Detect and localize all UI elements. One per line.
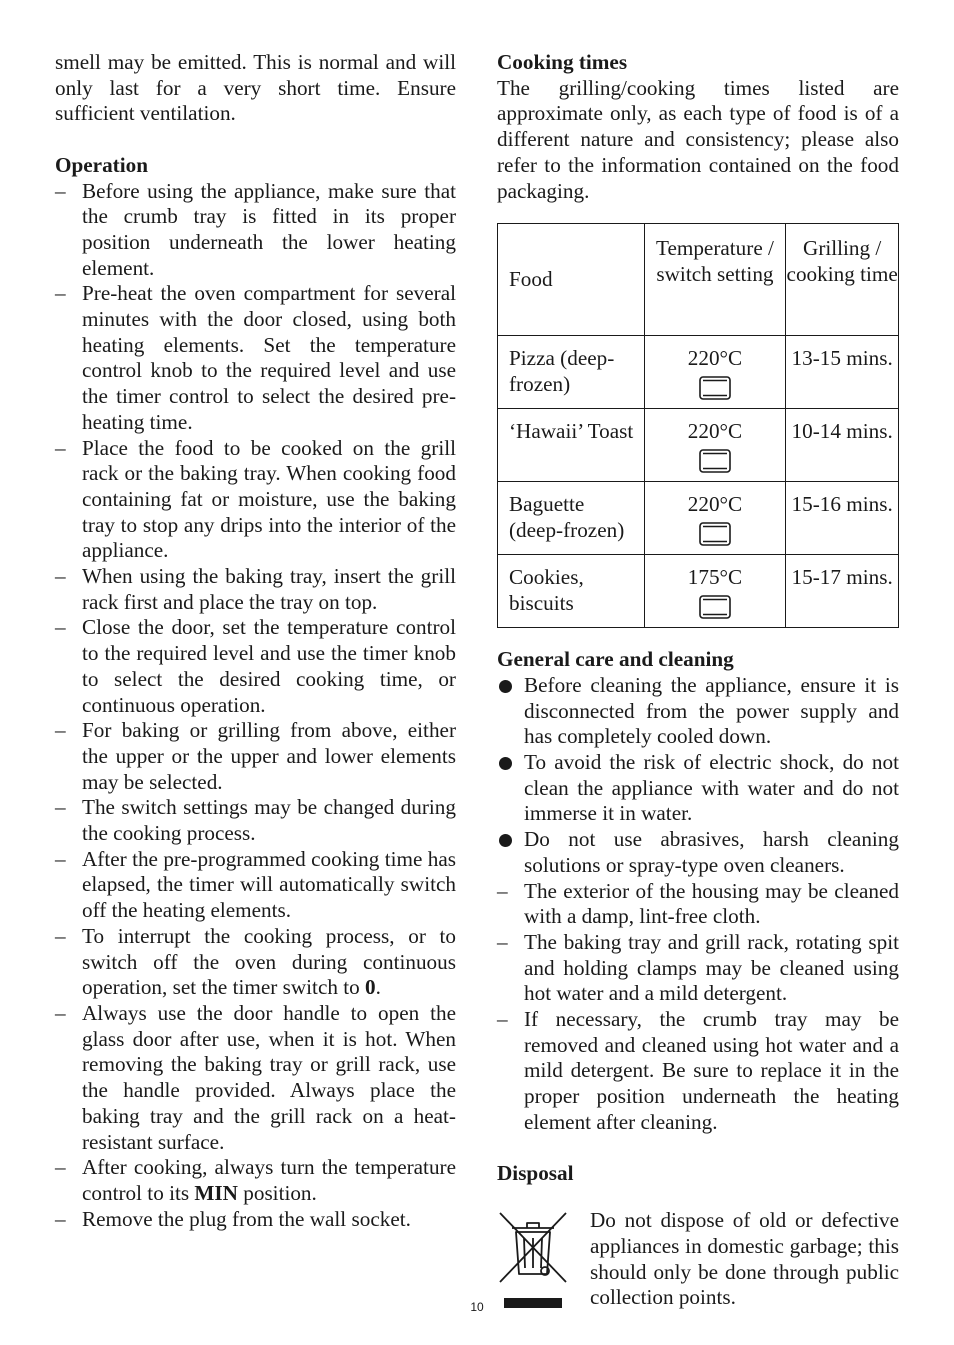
list-item: – Before using the appliance, make sure that the crumb tray is fitted in its proper position underneath the lower heating element.	[55, 179, 456, 282]
care-dash-list	[497, 879, 899, 1136]
food-cell: ‘Hawaii’ Toast	[498, 409, 645, 482]
dash-marker	[55, 1001, 66, 1027]
table-row	[498, 482, 899, 555]
list-item: To avoid the risk of electric shock, do not clean the appliance with water and do not immerse it in water.	[497, 750, 899, 827]
list-item: – Always use the door handle to open the glass door after use, when it is hot. When removing the baking tray or grill rack, use the handle provided. Always place the baking tray and the grill rack on a heat-resistant surface.	[55, 1001, 456, 1155]
header-food: Food	[498, 224, 645, 336]
list-item: – Pre-heat the oven compartment for several minutes with the door closed, using both heating elements. Set the temperature control knob to the required level and use the timer control to select the desired pre-heating time.	[55, 281, 456, 435]
temperature-cell: 220°C	[644, 409, 786, 482]
time-cell: 15-17 mins.	[786, 555, 899, 628]
right-column	[497, 50, 899, 1332]
temperature-cell: 220°C	[644, 336, 786, 409]
dash-marker	[55, 436, 66, 462]
disposal-section	[497, 1208, 899, 1311]
weee-crossed-bin-icon	[497, 1210, 569, 1308]
list-item: – For baking or grilling from above, either the upper or the upper and lower elements may be selected.	[55, 718, 456, 795]
dash-marker	[55, 281, 66, 307]
list-item: – The exterior of the housing may be cleaned with a damp, lint-free cloth.	[497, 879, 899, 930]
page-number: 10	[470, 1300, 484, 1314]
dash-marker	[55, 847, 66, 873]
disposal-heading: Disposal	[497, 1161, 574, 1186]
list-item: Before cleaning the appliance, ensure it is disconnected from the power supply and has completely cooled down.	[497, 673, 899, 750]
temperature-cell: 220°C	[644, 482, 786, 555]
dash-marker	[55, 718, 66, 744]
list-item: – The baking tray and grill rack, rotating spit and holding clamps may be cleaned using hot water and a mild detergent.	[497, 930, 899, 1007]
dash-marker	[55, 179, 66, 205]
intro-paragraph: smell may be emitted. This is normal and will only last for a very short time. Ensure sufficient ventilation.	[55, 50, 456, 126]
list-item: – After the pre-programmed cooking time has elapsed, the timer will automatically switch off the heating elements.	[55, 847, 456, 924]
dash-marker	[55, 1207, 66, 1233]
left-column	[55, 50, 456, 1232]
cooking-times-intro: The grilling/cooking times listed are approximate only, as each type of food is of a different nature and consistency; please also refer to the information contained on the food packaging.	[497, 75, 899, 203]
list-item: Do not use abrasives, harsh cleaning solutions or spray-type oven cleaners.	[497, 827, 899, 878]
dash-marker	[497, 879, 508, 905]
interrupt-text: To interrupt the cooking process, or to switch off the oven during continuous operation, set the timer switch to	[82, 923, 456, 1000]
dash-marker	[55, 1155, 66, 1181]
list-item: – After cooking, always turn the temperature control to its MIN position.	[55, 1155, 456, 1206]
time-cell: 13-15 mins.	[786, 336, 899, 409]
header-time: Grilling / cooking time	[786, 224, 899, 336]
header-temperature: Temperature / switch setting	[644, 224, 786, 336]
list-item: – The switch settings may be changed during the cooking process.	[55, 795, 456, 846]
list-item: – Close the door, set the temperature control to the required level and use the timer knob to select the desired cooking time, or continuous operation.	[55, 615, 456, 718]
dash-marker	[55, 564, 66, 590]
bullet-dot-icon	[497, 750, 512, 770]
dash-marker	[55, 615, 66, 641]
care-heading: General care and cleaning	[497, 647, 734, 672]
table-row	[498, 409, 899, 482]
temperature-cell: 175°C	[644, 555, 786, 628]
food-cell: Cookies, biscuits	[498, 555, 645, 628]
time-cell: 15-16 mins.	[786, 482, 899, 555]
list-item: – To interrupt the cooking process, or to switch off the oven during continuous operation, set the timer switch to 0.	[55, 924, 456, 1001]
oven-both-elements-icon	[699, 595, 731, 619]
list-item: – If necessary, the crumb tray may be removed and cleaned using hot water and a mild detergent. Be sure to replace it in the proper position underneath the heating element after cleaning.	[497, 1007, 899, 1136]
cooking-times-table	[497, 223, 899, 628]
dash-marker	[497, 930, 508, 956]
dash-marker	[497, 1007, 508, 1033]
oven-both-elements-icon	[699, 522, 731, 546]
disposal-text: Do not dispose of old or defective appliances in domestic garbage; this should only be done through public collection points.	[590, 1208, 899, 1310]
food-cell: Pizza (deep-frozen)	[498, 336, 645, 409]
dash-marker	[55, 924, 66, 950]
operation-list	[55, 179, 456, 1233]
table-row	[498, 336, 899, 409]
bullet-dot-icon	[497, 673, 512, 693]
min-position-value: MIN	[194, 1180, 238, 1205]
table-row	[498, 555, 899, 628]
oven-both-elements-icon	[699, 449, 731, 473]
operation-heading: Operation	[55, 152, 148, 177]
food-cell: Baguette (deep-frozen)	[498, 482, 645, 555]
list-item: – Remove the plug from the wall socket.	[55, 1207, 456, 1233]
list-item: – When using the baking tray, insert the grill rack first and place the tray on top.	[55, 564, 456, 615]
list-item: – Place the food to be cooked on the grill rack or the baking tray. When cooking food containing fat or moisture, use the baking tray to stop any drips into the interior of the appliance.	[55, 436, 456, 565]
cooking-times-heading: Cooking times	[497, 50, 628, 74]
oven-both-elements-icon	[699, 376, 731, 400]
dash-marker	[55, 795, 66, 821]
timer-zero-value: 0	[365, 975, 376, 1000]
table-header-row	[498, 224, 899, 336]
time-cell: 10-14 mins.	[786, 409, 899, 482]
bullet-dot-icon	[497, 827, 512, 847]
care-bullet-list	[497, 673, 899, 879]
